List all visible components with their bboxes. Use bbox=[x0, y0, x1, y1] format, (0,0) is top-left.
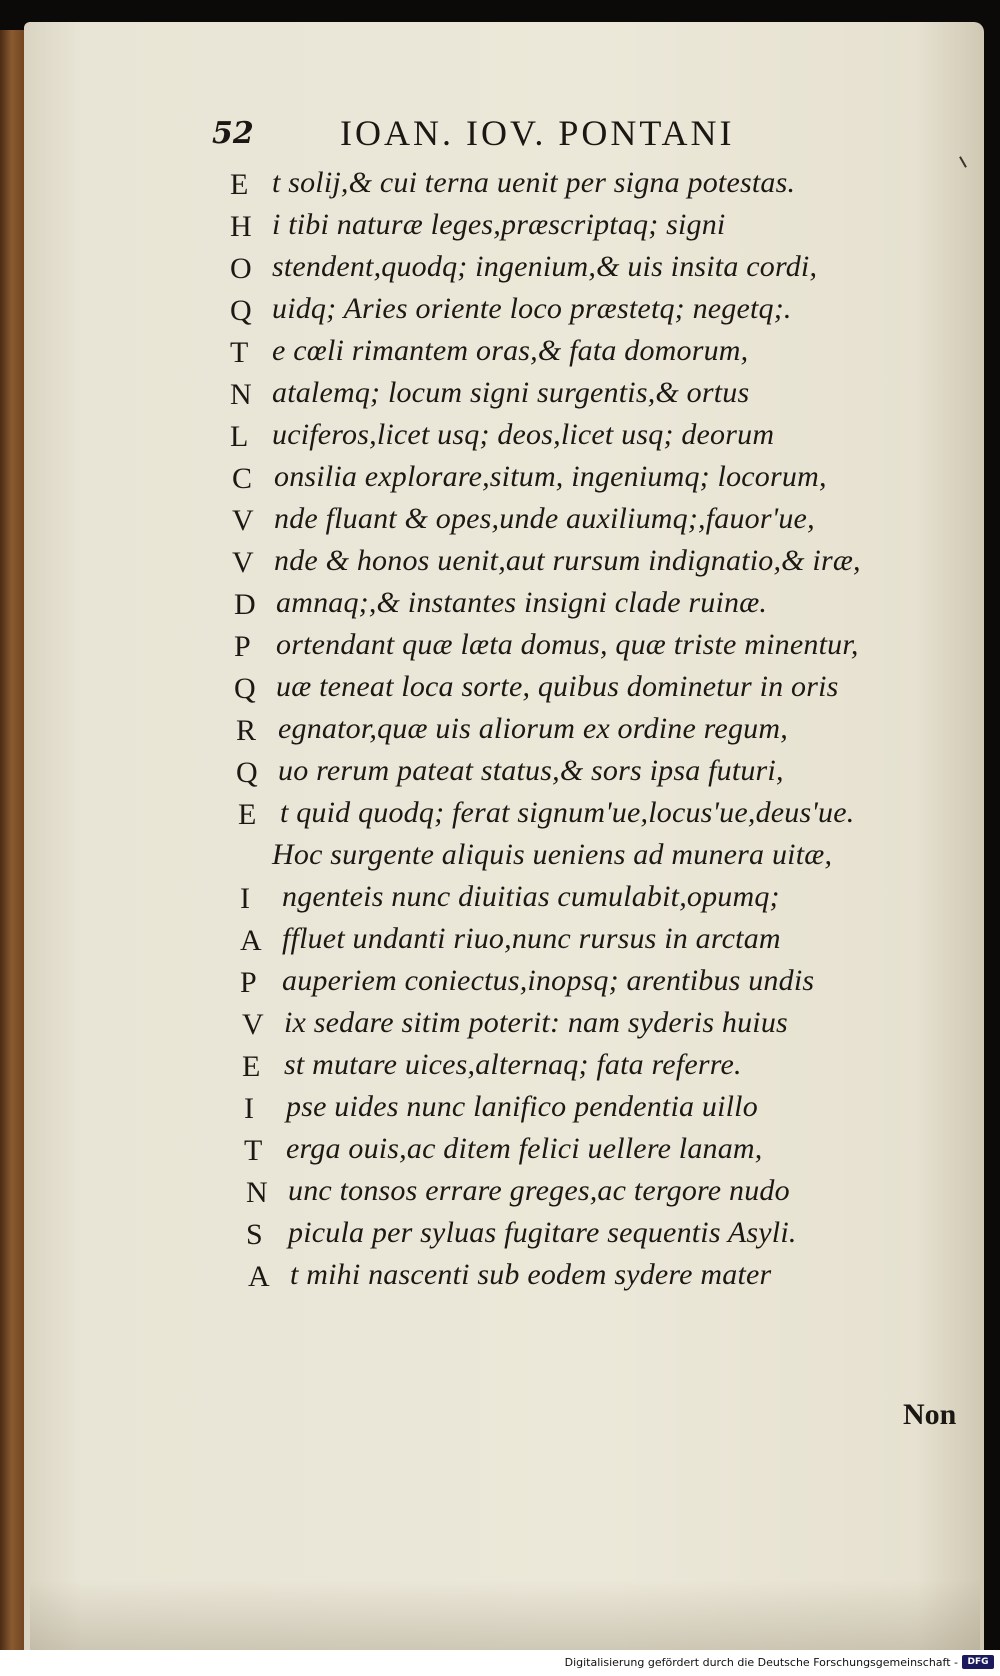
verse-text: onsilia explorare,situm, ingeniumq; locorum, bbox=[274, 460, 827, 493]
verse-initial: D bbox=[234, 588, 256, 621]
verse-initial: P bbox=[234, 630, 251, 663]
verse-text: stendent,quodq; ingenium,& uis insita cordi, bbox=[272, 250, 818, 283]
verse-initial: C bbox=[232, 462, 253, 495]
verse-text: uæ teneat loca sorte, quibus dominetur in oris bbox=[276, 670, 839, 703]
verse-text: pse uides nunc lanifico pendentia uillo bbox=[286, 1090, 758, 1123]
verse-initial: E bbox=[242, 1050, 261, 1083]
verse-initial: V bbox=[242, 1008, 264, 1041]
verse-text: t quid quodq; ferat signum'ue,locus'ue,deus'ue. bbox=[280, 796, 855, 829]
verse-text: uo rerum pateat status,& sors ipsa futuri, bbox=[278, 754, 784, 787]
digitization-footer bbox=[0, 1650, 1000, 1676]
verse-text: ix sedare sitim poterit: nam syderis huius bbox=[284, 1006, 788, 1039]
verse-text: nde fluant & opes,unde auxiliumq;,fauor'ue, bbox=[274, 502, 815, 535]
verse-text: auperiem coniectus,inopsq; arentibus undis bbox=[282, 964, 815, 997]
verse-text: i tibi naturæ leges,præscriptaq; signi bbox=[272, 208, 726, 241]
verse-initial: E bbox=[238, 798, 257, 831]
verse-initial: E bbox=[230, 168, 249, 201]
verse-initial: T bbox=[244, 1134, 263, 1167]
verse-initial: V bbox=[232, 504, 254, 537]
verse-text: erga ouis,ac ditem felici uellere lanam, bbox=[286, 1132, 763, 1165]
verse-initial: A bbox=[248, 1260, 270, 1293]
verse-initial: P bbox=[240, 966, 257, 999]
verse-text: ffluet undanti riuo,nunc rursus in arctam bbox=[282, 922, 781, 955]
verse-initial: A bbox=[240, 924, 262, 957]
verse-initial: Q bbox=[230, 294, 252, 327]
verse-initial: V bbox=[232, 546, 254, 579]
verse-initial: T bbox=[230, 336, 249, 369]
verse-initial: I bbox=[244, 1092, 254, 1125]
verse-initial: I bbox=[240, 882, 250, 915]
dfg-logo-icon: DFG bbox=[962, 1655, 994, 1669]
verse-initial: O bbox=[230, 252, 252, 285]
verse-text: ngenteis nunc diuitias cumulabit,opumq; bbox=[282, 880, 780, 913]
catchword: Non bbox=[903, 1398, 957, 1431]
verse-text: uciferos,licet usq; deos,licet usq; deorum bbox=[272, 418, 775, 451]
verse-text: uidq; Aries oriente loco præstetq; negetq;. bbox=[272, 292, 792, 325]
verse-text: atalemq; locum signi surgentis,& ortus bbox=[272, 376, 750, 409]
verse-initial: L bbox=[230, 420, 249, 453]
verse-text: egnator,quæ uis aliorum ex ordine regum, bbox=[278, 712, 788, 745]
verse-text: st mutare uices,alternaq; fata referre. bbox=[284, 1048, 742, 1081]
verse-text: nde & honos uenit,aut rursum indignatio,& iræ, bbox=[274, 544, 861, 577]
verse-initial: Q bbox=[236, 756, 258, 789]
verse-text: amnaq;,& instantes insigni clade ruinæ. bbox=[276, 586, 768, 619]
verse-text: t solij,& cui terna uenit per signa potestas. bbox=[272, 166, 796, 199]
verse-text: t mihi nascenti sub eodem sydere mater bbox=[290, 1258, 772, 1291]
page-stain bbox=[30, 1580, 980, 1650]
verse-initial: H bbox=[230, 210, 252, 243]
page-number: 52 bbox=[212, 116, 254, 151]
verse-initial: N bbox=[230, 378, 252, 411]
verse-initial: S bbox=[246, 1218, 263, 1251]
verse-text: picula per syluas fugitare sequentis Asyli. bbox=[288, 1216, 797, 1249]
running-head: IOAN. IOV. PONTANI bbox=[340, 113, 735, 153]
verse-initial: R bbox=[236, 714, 257, 747]
verse-text: ortendant quæ læta domus, quæ triste minentur, bbox=[276, 628, 859, 661]
verse-text: unc tonsos errare greges,ac tergore nudo bbox=[288, 1174, 790, 1207]
verse-initial: Q bbox=[234, 672, 256, 705]
funding-credit: Digitalisierung gefördert durch die Deutsche Forschungsgemeinschaft - bbox=[564, 1656, 958, 1669]
verse-initial: N bbox=[246, 1176, 268, 1209]
verse-text: Hoc surgente aliquis ueniens ad munera uitæ, bbox=[272, 838, 833, 871]
verse-text: e cœli rimantem oras,& fata domorum, bbox=[272, 334, 749, 367]
